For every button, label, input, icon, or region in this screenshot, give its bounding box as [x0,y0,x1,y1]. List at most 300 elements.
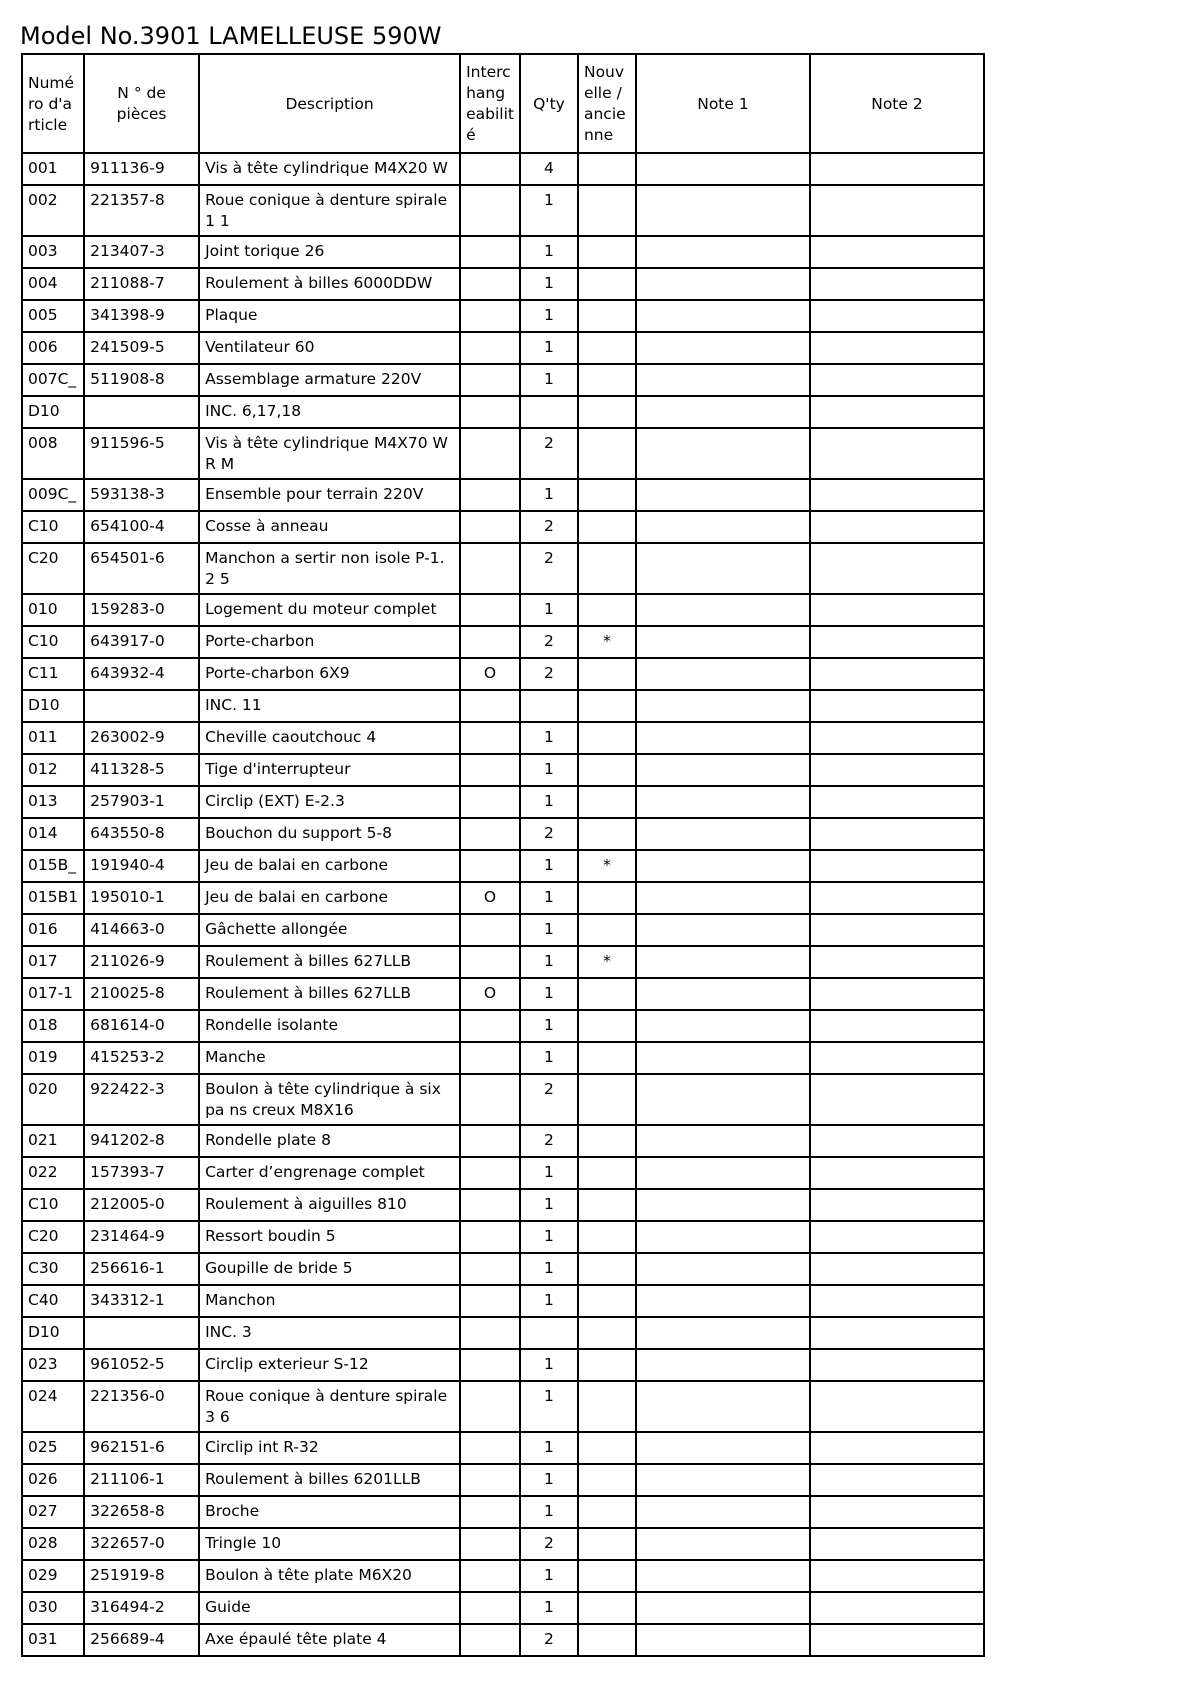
part-number-cell: 962151-6 [84,1432,199,1464]
note-2-cell [810,754,984,786]
quantity-cell: 1 [520,1349,578,1381]
part-number-cell: 212005-0 [84,1189,199,1221]
description-cell: Tringle 10 [199,1528,460,1560]
part-number-cell: 343312-1 [84,1285,199,1317]
part-number-cell: 415253-2 [84,1042,199,1074]
part-number-cell: 211026-9 [84,946,199,978]
interchangeability-cell [460,1074,520,1125]
note-2-cell [810,1285,984,1317]
item-number-cell: 009C_ [22,479,84,511]
header-part-number: N ° de pièces [84,54,199,153]
note-2-cell [810,332,984,364]
new-old-cell [578,818,636,850]
note-2-cell [810,882,984,914]
table-row [22,1010,984,1042]
part-number-cell: 941202-8 [84,1125,199,1157]
interchangeability-cell [460,428,520,479]
note-2-cell [810,1221,984,1253]
quantity-cell: 2 [520,1074,578,1125]
note-1-cell [636,1042,810,1074]
item-number-cell: 010 [22,594,84,626]
note-2-cell [810,153,984,185]
interchangeability-cell [460,300,520,332]
description-cell: Broche [199,1496,460,1528]
description-cell: Porte-charbon [199,626,460,658]
table-row [22,818,984,850]
note-2-cell [810,1432,984,1464]
note-2-cell [810,850,984,882]
item-number-cell: C11 [22,658,84,690]
item-number-cell: 006 [22,332,84,364]
interchangeability-cell [460,479,520,511]
table-row [22,1317,984,1349]
item-number-cell: 007C_ [22,364,84,396]
note-1-cell [636,1624,810,1656]
note-1-cell [636,882,810,914]
table-row [22,1074,984,1125]
interchangeability-cell [460,818,520,850]
part-number-cell: 414663-0 [84,914,199,946]
new-old-cell [578,268,636,300]
part-number-cell: 593138-3 [84,479,199,511]
quantity-cell: 1 [520,300,578,332]
item-number-cell: 027 [22,1496,84,1528]
item-number-cell: 019 [22,1042,84,1074]
table-row [22,300,984,332]
description-cell: Manche [199,1042,460,1074]
new-old-cell [578,1349,636,1381]
quantity-cell: 2 [520,1125,578,1157]
interchangeability-cell [460,1464,520,1496]
table-row [22,1125,984,1157]
part-number-cell: 231464-9 [84,1221,199,1253]
note-2-cell [810,396,984,428]
note-1-cell [636,236,810,268]
description-cell: Vis à tête cylindrique M4X70 WR M [199,428,460,479]
item-number-cell: C30 [22,1253,84,1285]
interchangeability-cell [460,1317,520,1349]
table-row [22,594,984,626]
part-number-cell: 911136-9 [84,153,199,185]
table-row [22,754,984,786]
quantity-cell: 1 [520,236,578,268]
interchangeability-cell [460,754,520,786]
description-cell: Bouchon du support 5-8 [199,818,460,850]
note-2-cell [810,1381,984,1432]
note-1-cell [636,1221,810,1253]
parts-table [21,53,985,1657]
new-old-cell [578,236,636,268]
quantity-cell [520,690,578,722]
note-2-cell [810,268,984,300]
table-row [22,1528,984,1560]
item-number-cell: 023 [22,1349,84,1381]
item-number-cell: 013 [22,786,84,818]
note-1-cell [636,1074,810,1125]
table-row [22,1042,984,1074]
description-cell: Roue conique à denture spirale 1 1 [199,185,460,236]
quantity-cell: 1 [520,185,578,236]
description-cell: Manchon a sertir non isole P-1.2 5 [199,543,460,594]
description-cell: Assemblage armature 220V [199,364,460,396]
description-cell: INC. 11 [199,690,460,722]
quantity-cell: 1 [520,1042,578,1074]
quantity-cell: 4 [520,153,578,185]
interchangeability-cell [460,396,520,428]
description-cell: Gâchette allongée [199,914,460,946]
item-number-cell: 028 [22,1528,84,1560]
note-2-cell [810,1624,984,1656]
table-row [22,722,984,754]
note-1-cell [636,1010,810,1042]
new-old-cell [578,300,636,332]
interchangeability-cell [460,543,520,594]
note-1-cell [636,1349,810,1381]
part-number-cell: 654100-4 [84,511,199,543]
description-cell: Vis à tête cylindrique M4X20 W [199,153,460,185]
interchangeability-cell [460,594,520,626]
quantity-cell: 1 [520,1592,578,1624]
table-row [22,1381,984,1432]
page-title: Model No.3901 LAMELLEUSE 590W [20,22,442,50]
note-1-cell [636,1285,810,1317]
note-2-cell [810,1189,984,1221]
item-number-cell: 021 [22,1125,84,1157]
part-number-cell: 643550-8 [84,818,199,850]
part-number-cell: 316494-2 [84,1592,199,1624]
interchangeability-cell [460,1010,520,1042]
interchangeability-cell [460,1042,520,1074]
quantity-cell: 1 [520,1221,578,1253]
part-number-cell: 210025-8 [84,978,199,1010]
part-number-cell: 643932-4 [84,658,199,690]
item-number-cell: 005 [22,300,84,332]
note-1-cell [636,511,810,543]
description-cell: Roulement à billes 627LLB [199,946,460,978]
note-2-cell [810,1042,984,1074]
interchangeability-cell [460,1528,520,1560]
table-row [22,1464,984,1496]
new-old-cell: * [578,946,636,978]
part-number-cell: 681614-0 [84,1010,199,1042]
note-1-cell [636,364,810,396]
quantity-cell [520,1317,578,1349]
new-old-cell [578,786,636,818]
note-2-cell [810,658,984,690]
new-old-cell [578,153,636,185]
note-2-cell [810,1496,984,1528]
part-number-cell: 256616-1 [84,1253,199,1285]
interchangeability-cell [460,185,520,236]
item-number-cell: 012 [22,754,84,786]
quantity-cell: 2 [520,626,578,658]
interchangeability-cell [460,722,520,754]
part-number-cell: 221357-8 [84,185,199,236]
part-number-cell: 211106-1 [84,1464,199,1496]
part-number-cell: 256689-4 [84,1624,199,1656]
note-2-cell [810,1592,984,1624]
new-old-cell [578,1074,636,1125]
note-2-cell [810,722,984,754]
description-cell: INC. 3 [199,1317,460,1349]
note-2-cell [810,300,984,332]
part-number-cell: 251919-8 [84,1560,199,1592]
item-number-cell: 017-1 [22,978,84,1010]
quantity-cell: 2 [520,511,578,543]
new-old-cell [578,1528,636,1560]
part-number-cell: 411328-5 [84,754,199,786]
part-number-cell: 961052-5 [84,1349,199,1381]
new-old-cell [578,1221,636,1253]
item-number-cell: D10 [22,1317,84,1349]
description-cell: Circlip (EXT) E-2.3 [199,786,460,818]
description-cell: Rondelle plate 8 [199,1125,460,1157]
item-number-cell: 001 [22,153,84,185]
table-row [22,914,984,946]
item-number-cell: C20 [22,1221,84,1253]
interchangeability-cell [460,364,520,396]
note-2-cell [810,946,984,978]
part-number-cell: 191940-4 [84,850,199,882]
header-note-1: Note 1 [636,54,810,153]
new-old-cell [578,479,636,511]
item-number-cell: 030 [22,1592,84,1624]
new-old-cell [578,1125,636,1157]
new-old-cell [578,1042,636,1074]
description-cell: Rondelle isolante [199,1010,460,1042]
item-number-cell: 017 [22,946,84,978]
quantity-cell: 2 [520,1624,578,1656]
part-number-cell: 213407-3 [84,236,199,268]
table-row [22,658,984,690]
note-1-cell [636,1157,810,1189]
item-number-cell: 025 [22,1432,84,1464]
item-number-cell: 022 [22,1157,84,1189]
note-1-cell [636,754,810,786]
note-2-cell [810,626,984,658]
note-2-cell [810,818,984,850]
quantity-cell: 1 [520,479,578,511]
interchangeability-cell [460,1349,520,1381]
interchangeability-cell [460,914,520,946]
note-2-cell [810,1464,984,1496]
description-cell: Roulement à aiguilles 810 [199,1189,460,1221]
note-2-cell [810,978,984,1010]
interchangeability-cell [460,1285,520,1317]
item-number-cell: C10 [22,511,84,543]
quantity-cell: 1 [520,1253,578,1285]
note-2-cell [810,786,984,818]
new-old-cell [578,428,636,479]
new-old-cell [578,978,636,1010]
quantity-cell: 2 [520,428,578,479]
note-2-cell [810,543,984,594]
item-number-cell: C10 [22,1189,84,1221]
interchangeability-cell [460,332,520,364]
note-2-cell [810,1125,984,1157]
new-old-cell [578,1624,636,1656]
note-2-cell [810,690,984,722]
note-2-cell [810,1528,984,1560]
header-new-old: Nouv elle / ancie nne [578,54,636,153]
interchangeability-cell [460,850,520,882]
table-row [22,543,984,594]
note-2-cell [810,1157,984,1189]
item-number-cell: 020 [22,1074,84,1125]
quantity-cell: 1 [520,1010,578,1042]
new-old-cell [578,754,636,786]
table-row [22,1496,984,1528]
description-cell: Ressort boudin 5 [199,1221,460,1253]
description-cell: INC. 6,17,18 [199,396,460,428]
new-old-cell: * [578,626,636,658]
interchangeability-cell [460,690,520,722]
quantity-cell: 1 [520,786,578,818]
table-row [22,978,984,1010]
quantity-cell: 1 [520,1464,578,1496]
new-old-cell [578,1496,636,1528]
table-row [22,364,984,396]
table-row [22,1592,984,1624]
new-old-cell [578,658,636,690]
table-row [22,1349,984,1381]
description-cell: Boulon à tête cylindrique à six pa ns creux M8X16 [199,1074,460,1125]
note-1-cell [636,658,810,690]
note-2-cell [810,479,984,511]
note-1-cell [636,946,810,978]
note-1-cell [636,1189,810,1221]
new-old-cell [578,396,636,428]
part-number-cell: 157393-7 [84,1157,199,1189]
part-number-cell: 195010-1 [84,882,199,914]
interchangeability-cell [460,1221,520,1253]
description-cell: Ventilateur 60 [199,332,460,364]
new-old-cell [578,1189,636,1221]
quantity-cell: 1 [520,978,578,1010]
description-cell: Jeu de balai en carbone [199,882,460,914]
note-2-cell [810,1253,984,1285]
description-cell: Circlip exterieur S-12 [199,1349,460,1381]
quantity-cell: 2 [520,543,578,594]
note-1-cell [636,1560,810,1592]
note-2-cell [810,1349,984,1381]
table-row [22,882,984,914]
interchangeability-cell [460,946,520,978]
note-1-cell [636,978,810,1010]
header-item-number: Numé ro d'a rticle [22,54,84,153]
item-number-cell: 018 [22,1010,84,1042]
note-1-cell [636,300,810,332]
note-2-cell [810,1317,984,1349]
part-number-cell: 341398-9 [84,300,199,332]
note-1-cell [636,1592,810,1624]
item-number-cell: C20 [22,543,84,594]
interchangeability-cell: O [460,658,520,690]
new-old-cell [578,1432,636,1464]
note-2-cell [810,914,984,946]
note-2-cell [810,511,984,543]
header-interchangeability: Interc hang eabilit é [460,54,520,153]
note-1-cell [636,1496,810,1528]
new-old-cell [578,1253,636,1285]
item-number-cell: 026 [22,1464,84,1496]
new-old-cell [578,543,636,594]
quantity-cell: 1 [520,1381,578,1432]
note-1-cell [636,914,810,946]
description-cell: Guide [199,1592,460,1624]
interchangeability-cell [460,1624,520,1656]
new-old-cell [578,1285,636,1317]
interchangeability-cell [460,786,520,818]
interchangeability-cell [460,626,520,658]
note-1-cell [636,818,810,850]
interchangeability-cell [460,1496,520,1528]
note-1-cell [636,626,810,658]
interchangeability-cell: O [460,978,520,1010]
description-cell: Circlip int R-32 [199,1432,460,1464]
interchangeability-cell [460,1432,520,1464]
item-number-cell: 029 [22,1560,84,1592]
table-row [22,236,984,268]
note-2-cell [810,1560,984,1592]
part-number-cell: 322657-0 [84,1528,199,1560]
new-old-cell [578,185,636,236]
description-cell: Axe épaulé tête plate 4 [199,1624,460,1656]
interchangeability-cell [460,1125,520,1157]
note-1-cell [636,1125,810,1157]
description-cell: Roue conique à denture spirale 3 6 [199,1381,460,1432]
item-number-cell: C10 [22,626,84,658]
note-2-cell [810,185,984,236]
note-1-cell [636,850,810,882]
part-number-cell: 263002-9 [84,722,199,754]
new-old-cell [578,722,636,754]
description-cell: Jeu de balai en carbone [199,850,460,882]
description-cell: Ensemble pour terrain 220V [199,479,460,511]
new-old-cell [578,594,636,626]
part-number-cell [84,690,199,722]
note-2-cell [810,1074,984,1125]
item-number-cell: D10 [22,396,84,428]
quantity-cell: 1 [520,594,578,626]
quantity-cell: 1 [520,722,578,754]
description-cell: Roulement à billes 627LLB [199,978,460,1010]
item-number-cell: 008 [22,428,84,479]
description-cell: Cosse à anneau [199,511,460,543]
item-number-cell: 024 [22,1381,84,1432]
item-number-cell: 014 [22,818,84,850]
interchangeability-cell [460,236,520,268]
description-cell: Roulement à billes 6000DDW [199,268,460,300]
new-old-cell [578,1317,636,1349]
interchangeability-cell [460,1157,520,1189]
new-old-cell [578,511,636,543]
description-cell: Boulon à tête plate M6X20 [199,1560,460,1592]
header-description: Description [199,54,460,153]
new-old-cell [578,882,636,914]
part-number-cell: 241509-5 [84,332,199,364]
new-old-cell [578,1592,636,1624]
note-1-cell [636,722,810,754]
parts-table-body [22,153,984,1656]
note-1-cell [636,1528,810,1560]
table-header-row [22,54,984,153]
quantity-cell: 2 [520,818,578,850]
note-1-cell [636,396,810,428]
description-cell: Tige d'interrupteur [199,754,460,786]
new-old-cell [578,1381,636,1432]
quantity-cell: 1 [520,332,578,364]
